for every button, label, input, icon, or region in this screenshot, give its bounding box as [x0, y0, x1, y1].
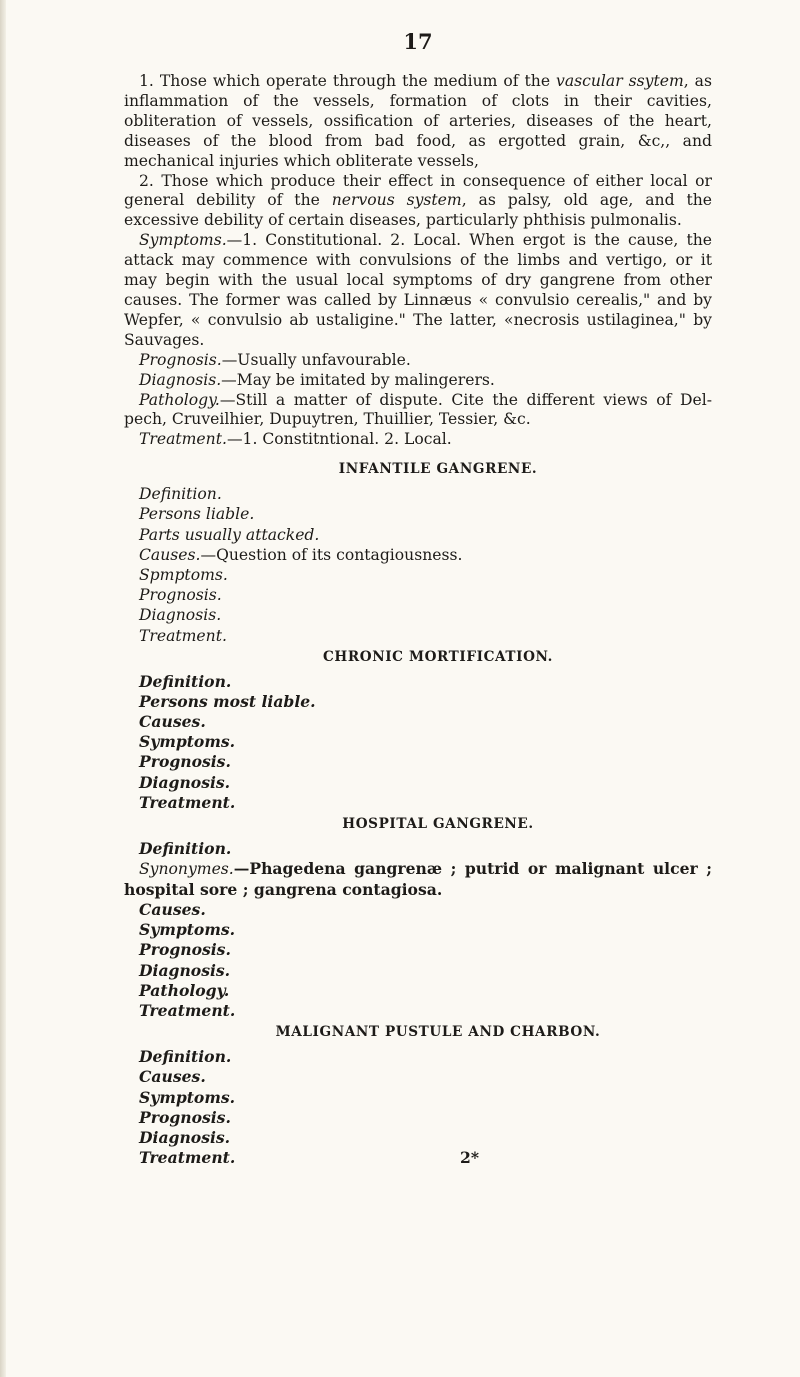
list-item: Causes. — [139, 712, 206, 732]
section-heading: HOSPITAL GANGRENE. — [342, 816, 534, 833]
paragraph-text: Those which operate through the medium of the — [153, 72, 557, 90]
list-item: Definition. — [139, 485, 222, 504]
list-item: Diagnosis. — [139, 960, 231, 980]
paragraph-text: , as palsy, old age, and the excessive debility of certain diseases, particularly phthisis pulmonalis. — [124, 191, 712, 230]
list-item: Parts usually attacked. — [139, 525, 320, 544]
paragraph-diagnosis — [124, 371, 712, 391]
list-item: Prognosis. — [139, 752, 231, 772]
section-label: Diagnosis. — [139, 370, 222, 389]
list-item: Definition. — [139, 671, 232, 691]
list-item: Prognosis. — [139, 940, 231, 960]
list-item: Treatment. — [139, 626, 227, 645]
section-heading: CHRONIC MORTIFICATION. — [323, 648, 553, 665]
section-label: Symptoms. — [139, 231, 227, 250]
page — [124, 30, 712, 1168]
list-item: Symptoms. — [139, 732, 236, 752]
section-label: Treatment. — [139, 1148, 236, 1168]
paragraph-text: —May be imitated by malingerers. — [221, 370, 495, 389]
list-item: Synonymes.—Phagedena gangrenæ ; putrid or malignant ulcer ; hospital sore ; gangrena contagiosa. — [124, 859, 712, 900]
paragraph-treatment — [124, 430, 712, 450]
list-item: Causes. — [139, 1067, 206, 1087]
list-item: Diagnosis. — [139, 772, 231, 792]
paragraph-emphasis: nervous system — [331, 191, 462, 210]
list-item: Causes. — [139, 900, 206, 919]
section-heading: INFANTILE GANGRENE. — [338, 461, 538, 478]
paragraph-vascular — [124, 72, 712, 172]
paragraph-symptoms — [124, 231, 712, 350]
section-label: Prognosis. — [139, 350, 222, 369]
list-item: Prognosis. — [139, 586, 222, 605]
list-item: Prognosis. — [139, 1107, 231, 1127]
list-item: Causes.—Question of its contagiousness. — [139, 545, 463, 564]
section-label: Pathology. — [139, 390, 220, 409]
list-item: Treatment. — [139, 792, 236, 812]
list-item: Symptoms. — [139, 1087, 236, 1107]
list-item: Symptoms. — [139, 920, 236, 940]
paragraph-text: —Still a matter of dispute. Cite the different views of Delpech, Cruveilhier, Dupuytren, Thuillier, Tessier, &c. — [124, 390, 712, 429]
paragraph-number: 2. — [139, 171, 154, 190]
list-item — [124, 1148, 479, 1168]
list-item: Pathology. — [139, 980, 230, 1000]
paragraph-text: —1. Constitutional. 2. Local. When ergot is the cause, the attack may commence with convulsions of the limbs and vertigo, or it may begin with the usual local symptoms of dry gangrene from other causes. The former was called by Linnæus « convulsio cerealis," and by Wepfer, « convulsio ab ustaligine." The latter, «necrosis ustilaginea," by Sauvages. — [124, 231, 712, 349]
page-edge — [0, 0, 6, 1377]
section-heading: MALIGNANT PUSTULE AND CHARBON. — [275, 1024, 601, 1041]
paragraph-number: 1. — [139, 72, 154, 90]
section-label: Treatment. — [139, 430, 227, 449]
paragraph-text: —1. Constitntional. 2. Local. — [226, 430, 452, 449]
paragraph-emphasis: vascular ssytem — [556, 72, 684, 90]
paragraph-pathology — [124, 391, 712, 431]
list-item: Persons most liable. — [139, 691, 316, 711]
list-item: Persons liable. — [139, 505, 255, 524]
list-item: Spmptoms. — [139, 565, 228, 584]
list-item: Treatment. — [139, 1001, 236, 1021]
page-number: 17 — [403, 29, 433, 54]
list-item: Definition. — [139, 1047, 232, 1067]
paragraph-text: —Usually unfavourable. — [221, 350, 411, 369]
signature-mark: 2* — [459, 1148, 479, 1168]
list-item: Diagnosis. — [139, 606, 222, 625]
paragraph-text: , as inflammation of the vessels, formation of clots in their cavities, obliteration of vessels, ossification of arteries, diseases of the heart, diseases of the blood from bad food, as ergotted grain, &c,, and mechanical injuries which obliterate vessels, — [124, 72, 712, 170]
list-item: Definition. — [139, 838, 232, 858]
list-item: Diagnosis. — [139, 1127, 231, 1147]
paragraph-prognosis — [124, 351, 712, 371]
paragraph-text: Those which produce their effect in consequence of either local or general debility of the — [124, 171, 712, 210]
paragraph-nervous — [124, 172, 712, 232]
